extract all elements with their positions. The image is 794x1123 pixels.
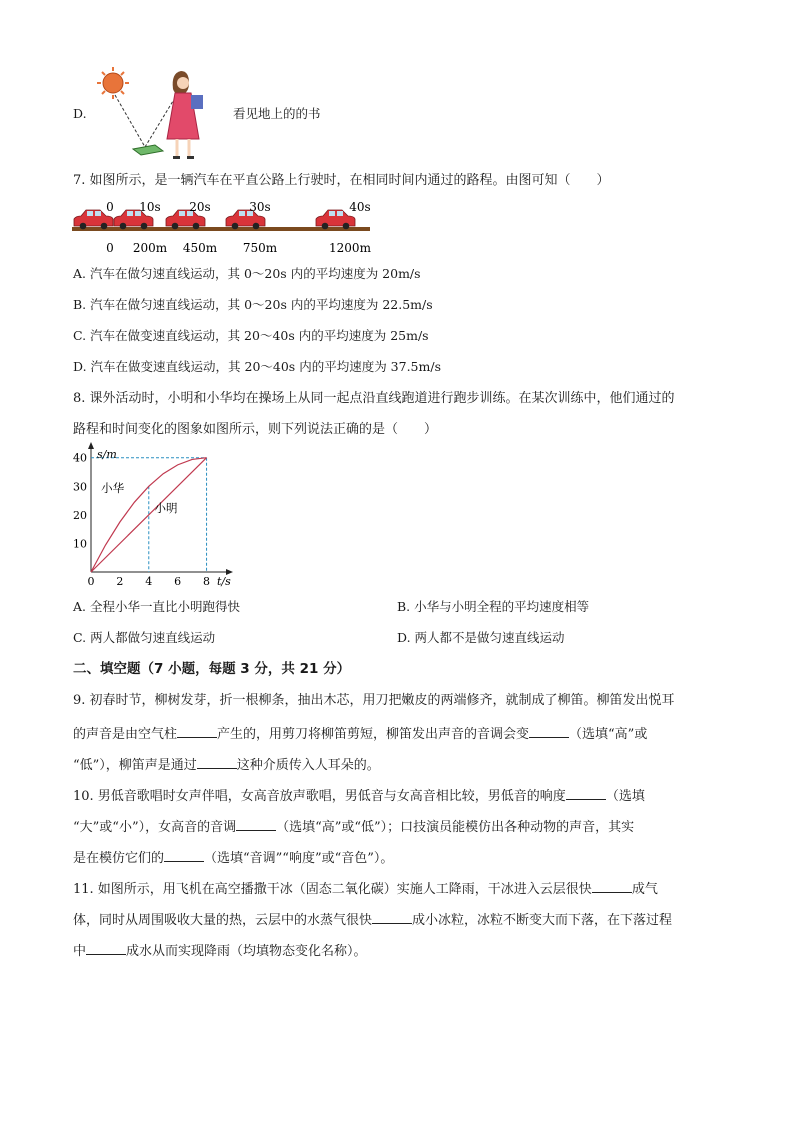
light-ray-path	[115, 95, 173, 147]
sun-icon	[97, 67, 129, 99]
q6-option-d-caption: 看见地上的的书	[233, 106, 321, 121]
q11-text-2a: 体，同时从周围吸收大量的热，云层中的水蒸气很快	[73, 913, 373, 928]
q8-option-a: A. 全程小华一直比小明跑得快	[73, 599, 240, 614]
q7-time-label: 0	[106, 200, 114, 214]
q7-distance-label: 750m	[242, 241, 278, 255]
q7-distance-label: 450m	[182, 241, 218, 255]
q9-line2	[73, 724, 647, 744]
q11-text-1b: 成气	[631, 882, 658, 897]
q11-line2	[73, 910, 672, 930]
q7-time-label: 40s	[349, 200, 371, 214]
section-2-heading: 二、填空题（7 小题，每题 3 分，共 21 分）	[73, 661, 351, 677]
q7-time-label: 20s	[189, 200, 211, 214]
q10-text-1b: （选填	[605, 789, 645, 804]
q9-blank-2[interactable]	[529, 724, 569, 738]
q8-stem-line2: 路程和时间变化的图象如图所示，则下列说法正确的是（ ）	[73, 422, 438, 437]
car-road-diagram	[70, 196, 380, 258]
q10-blank-3[interactable]	[164, 848, 204, 862]
x-tick-label: 0	[87, 575, 95, 588]
q9-text-3b: 这种介质传入人耳朵的。	[236, 758, 380, 773]
girl-figure	[167, 71, 203, 159]
q8-option-b: B. 小华与小明全程的平均速度相等	[397, 599, 590, 614]
q9-text-2c: （选填“高”或	[569, 727, 648, 742]
q9-blank-1[interactable]	[177, 724, 217, 738]
x-tick-label: 6	[174, 575, 182, 588]
y-tick-label: 40	[73, 451, 87, 465]
q10-text-2b: （选填“高”或“低”）；口技演员能模仿出各种动物的声音，其实	[276, 820, 635, 835]
q7-distance-label: 200m	[132, 241, 168, 255]
q11-line1	[73, 879, 658, 899]
y-tick-label: 10	[73, 537, 87, 551]
q9-blank-3[interactable]	[197, 755, 237, 769]
q8-option-d: D. 两人都不是做匀速直线运动	[397, 630, 565, 645]
q10-text-3b: （选填“音调”“响度”或“音色”）。	[204, 851, 394, 866]
series-label-xiaoming: 小明	[154, 501, 178, 515]
x-axis-label: t/s	[217, 575, 231, 588]
q10-line2	[73, 817, 634, 837]
q7-distance-label: 1200m	[329, 241, 371, 255]
q7-stem: 7. 如图所示，是一辆汽车在平直公路上行驶时，在相同时间内通过的路程。由图可知（ ）	[73, 173, 610, 188]
q11-text-2b: 成小冰粒，冰粒不断变大而下落，在下落过程	[412, 913, 673, 928]
q6-option-d-letter: D.	[73, 106, 87, 121]
x-tick-label: 2	[116, 575, 124, 588]
q10-line3	[73, 848, 393, 868]
q7-time-label: 10s	[139, 200, 161, 214]
q11-line3	[73, 941, 367, 961]
distance-time-chart	[66, 446, 231, 592]
y-tick-label: 30	[73, 480, 87, 494]
q9-text-2b: 产生的，用剪刀将柳笛剪短，柳笛发出声音的音调会变	[217, 727, 530, 742]
q11-text-3a: 中	[73, 944, 87, 959]
y-axis-arrow	[88, 442, 94, 449]
q7-option-c: C. 汽车在做变速直线运动，其 20～40s 内的平均速度为 25m/s	[73, 328, 429, 343]
q7-option-b: B. 汽车在做匀速直线运动，其 0～20s 内的平均速度为 22.5m/s	[73, 297, 433, 312]
q10-text-3a: 是在模仿它们的	[73, 851, 165, 866]
q7-option-a: A. 汽车在做匀速直线运动，其 0～20s 内的平均速度为 20m/s	[73, 266, 421, 281]
q9-line1: 9. 初春时节，柳树发芽，折一根柳条，抽出木芯，用刀把嫩皮的两端修齐，就制成了柳笛。柳笛发出悦耳	[73, 693, 675, 708]
y-tick-label: 20	[73, 508, 87, 522]
x-tick-label: 4	[145, 575, 153, 588]
y-axis-label: s/m	[97, 448, 117, 461]
q11-blank-3[interactable]	[86, 941, 126, 955]
q8-stem-line1: 8. 课外活动时，小明和小华均在操场上从同一起点沿直线跑道进行跑步训练。在某次训练中，他们通过的	[73, 391, 675, 406]
q11-text-1a: 11. 如图所示，用飞机在高空播撒干冰（固态二氧化碳）实施人工降雨，干冰进入云层很快	[73, 882, 592, 897]
q10-blank-2[interactable]	[236, 817, 276, 831]
q7-time-label: 30s	[249, 200, 271, 214]
book-icon	[133, 145, 163, 155]
q10-text-1a: 10. 男低音歌唱时女声伴唱，女高音放声歌唱，男低音与女高音相比较，男低音的响度	[73, 789, 566, 804]
series-line-小明	[91, 458, 207, 572]
sun-girl-book-illustration	[93, 63, 223, 163]
q9-text-2a: 的声音是由空气柱	[73, 727, 178, 742]
q9-line3	[73, 755, 380, 775]
x-tick-label: 8	[203, 575, 211, 588]
q10-blank-1[interactable]	[566, 786, 606, 800]
q11-text-3b: 成水从而实现降雨（均填物态变化名称）。	[126, 944, 367, 959]
series-label-xiaohua: 小华	[101, 481, 125, 495]
q7-distance-label: 0	[106, 241, 114, 255]
q11-blank-1[interactable]	[592, 879, 632, 893]
q10-text-2a: “大”或“小”），女高音的音调	[73, 820, 237, 835]
q9-text-3a: “低”），柳笛声是通过	[73, 758, 197, 773]
q10-line1	[73, 786, 645, 806]
q7-option-d: D. 汽车在做变速直线运动，其 20～40s 内的平均速度为 37.5m/s	[73, 359, 441, 374]
q8-option-c: C. 两人都做匀速直线运动	[73, 630, 216, 645]
q11-blank-2[interactable]	[372, 910, 412, 924]
